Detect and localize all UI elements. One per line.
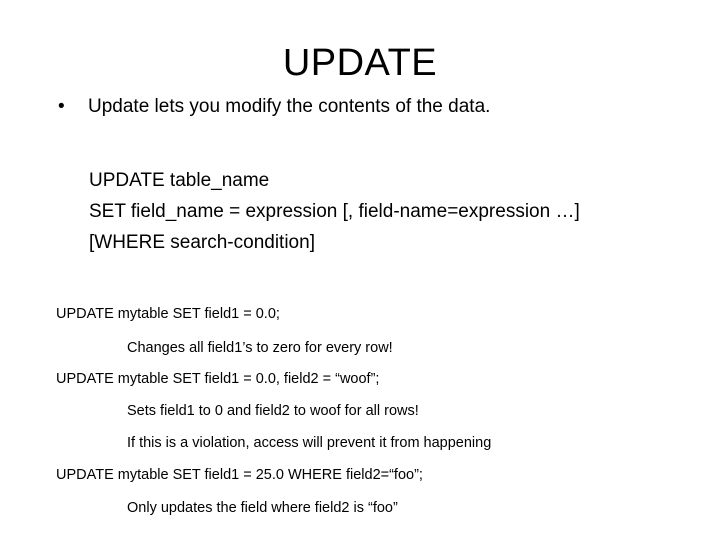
example-note-2: Sets field1 to 0 and field2 to woof for all rows! bbox=[127, 403, 419, 419]
bullet-dot-icon: • bbox=[58, 96, 65, 117]
example-statement-3: UPDATE mytable SET field1 = 25.0 WHERE field2=“foo”; bbox=[56, 467, 423, 483]
bullet-point bbox=[58, 96, 490, 118]
syntax-line-where: [WHERE search-condition] bbox=[89, 232, 315, 253]
syntax-block bbox=[89, 165, 580, 258]
example-statement-1: UPDATE mytable SET field1 = 0.0; bbox=[56, 306, 280, 322]
syntax-line-set: SET field_name = expression [, field-name=expression …] bbox=[89, 201, 580, 222]
example-note-3: If this is a violation, access will prevent it from happening bbox=[127, 435, 492, 451]
example-note-1: Changes all field1’s to zero for every row! bbox=[127, 340, 393, 356]
syntax-line-update: UPDATE table_name bbox=[89, 170, 270, 191]
example-statement-2: UPDATE mytable SET field1 = 0.0, field2 = “woof”; bbox=[56, 371, 380, 387]
slide-title: UPDATE bbox=[282, 42, 438, 84]
example-note-4: Only updates the field where field2 is “foo” bbox=[127, 500, 398, 516]
bullet-text: Update lets you modify the contents of the data. bbox=[88, 96, 491, 117]
